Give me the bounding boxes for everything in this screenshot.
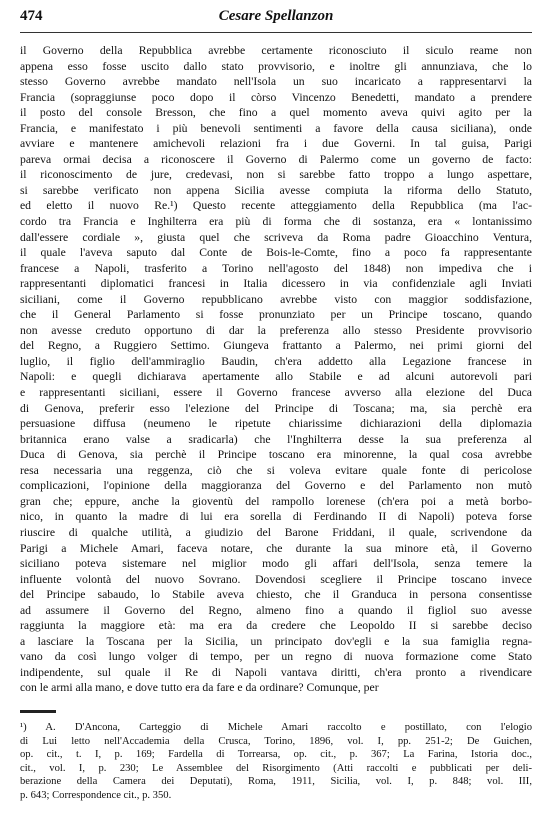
text-line: il posto del console Bresson, che fino a quel momento aveva quivi agito per la [20, 106, 532, 120]
text-line: appena esso fosse uscito dallo stato provvisorio, e inoltre gli annunziava, che lo [20, 59, 532, 73]
text-line: pareva ormai decisa a riconoscere il Governo di Palermo come un governo de facto: [20, 152, 532, 166]
text-line: gran che; eppure, anche la gioventù del rampollo lorenese (ch'era poi a metà borbo- [20, 494, 532, 508]
running-title: Cesare Spellanzon [218, 8, 334, 24]
text-line: che il General Parlamento si fosse pronunziato per un Principe toscano, quando [20, 308, 532, 322]
text-line: del Regno, a Ruggiero Settimo. Giungeva frattanto a Palermo, nei primi giorni del [20, 339, 532, 353]
text-line: non avesse creduto opportuno di dar la preferenza allo stesso Presidente provvisorio [20, 323, 532, 337]
text-line: nico, in quanto la madre di lui era sorella di Ferdinando II di Napoli) poteva forse [20, 510, 532, 524]
footnote-line: di Lui letto nell'Accademia della Crusca, Torino, 1896, vol. I, pp. 251-2; De Guichen, [20, 735, 532, 747]
text-line: ad assumere il Governo del Regno, almeno fino a quando il figliol suo avesse [20, 603, 532, 617]
text-line: del Principe sabaudo, lo Stabile aveva chiesto, che il Granduca in persona consentisse [20, 588, 532, 602]
text-line: si sarebbe verificato non appena Sicilia avesse compiuta la riforma dello Statuto, [20, 183, 532, 197]
text-line: stesso Governo avrebbe mandato nell'Isola un suo incaricato a rappresentarvi la [20, 75, 532, 89]
text-line: indipendente, sul quale il Re di Napoli vantava diritti, ch'era pronto a rivendicare [20, 665, 532, 679]
text-line: Duca di Genova, sia perchè il Principe toscano era minorenne, la qual cosa avrebbe [20, 448, 532, 462]
text-line: il riconoscimento de jure, credevasi, non si sarebbe fatto troppo a lungo aspettare, [20, 168, 532, 182]
footnote-line: p. 643; Correspondence cit., p. 350. [20, 789, 172, 801]
text-line: a lasciare la Toscana per la Sicilia, un principato dov'egli e la sua famiglia regna- [20, 634, 532, 648]
footnote-line: op. cit., t. I, p. 169; Fardella di Torrearsa, op. cit., p. 367; La Farina, Istoria doc., [20, 749, 532, 761]
text-line: riuscire di qualche utilità, a giudizio del Barone Friddani, il quale, scrivendone da [20, 525, 532, 539]
text-line: complicazioni, l'opinione della maggioranza del Governo e del Parlamento non mutò [20, 479, 532, 493]
text-line: francese a Napoli, trasferito a Torino nell'agosto del 1848) non impediva che i [20, 261, 532, 275]
footnote-separator [20, 710, 56, 713]
footnote-line: cit., vol. I, p. 230; Le Assemblee del Risorgimento (Atti raccolti e pubblicati per deli- [20, 762, 532, 774]
text-line: ed eletto il nuovo Re.¹) Questo recente atteggiamento della Repubblica (ma l'ac- [20, 199, 532, 213]
text-line: siciliani, come il Governo repubblicano avrebbe visto con maggior soddisfazione, [20, 292, 532, 306]
text-line: di Genova, preferir esso l'elezione del Principe di Toscana; ma, sia perchè era [20, 401, 532, 415]
text-line: il Governo della Repubblica avrebbe certamente riconosciuto il siculo reame non [20, 44, 532, 57]
text-line: influente volontà del nuovo Sovrano. Dovendosi scegliere il Principe toscano invece [20, 572, 532, 586]
page-number: 474 [20, 8, 43, 24]
footnote [20, 721, 532, 803]
text-line: Francia (sopraggiunse poco dopo il còrso Vincenzo Benedetti, mandato a prendere [20, 90, 532, 104]
text-line: rappresentanti diplomatici francesi in Italia dicessero in via confidenziale agli Inviati [20, 277, 532, 291]
text-line: luglio, il figlio dell'ammiraglio Baudin, ch'era addetto alla Legazione francese in [20, 354, 532, 368]
text-line: cordo tra Francia e Inghilterra era più di forma che di sostanza, era « lontanissimo [20, 215, 532, 229]
text-line: resa necessaria una reggenza, ciò che si voleva evitare quale fonte di pericolose [20, 463, 532, 477]
text-line: persuasione diffusa (neumeno le ripetute chiarissime dichiarazioni della diplomazia [20, 417, 532, 431]
footnote-line: ¹) A. D'Ancona, Carteggio di Michele Amari raccolto e postillato, con l'elogio [20, 721, 532, 733]
page-header [20, 6, 532, 33]
text-line: Napoli: e quegli dichiarava apertamente allo Stabile e ad alcuni autorevoli pari [20, 370, 532, 384]
text-line: siciliano poteva sistemare nel miglior modo gli affari dell'Isola, senza temere la [20, 557, 532, 571]
text-line: raggiunta la maggiore età: ma era da credere che Leopoldo II si sarebbe deciso [20, 619, 532, 633]
text-line: Francia, e manifestato i più benevoli sentimenti a favore della causa siciliana), onde [20, 121, 532, 135]
text-line: con le armi alla mano, e dove tutto era da fare e da ordinare? Comunque, per [20, 681, 379, 695]
text-line: britannica erano valse a sradicarla) che l'Inghilterra desse la sua preferenza al [20, 432, 532, 446]
text-line: avviare e mantenere amichevoli relazioni fra i due Governi. In tal guisa, Parigi [20, 137, 532, 151]
text-line: vano da così lungo volger di tempo, per un regno di nuova formazione come Stato [20, 650, 532, 664]
text-line: il quale l'aveva saputo dal Conte de Bois-le-Comte, fino a poco fa rappresentante [20, 246, 532, 260]
text-line: Parigi a Michele Amari, faceva notare, che durante la sua minore età, il Governo [20, 541, 532, 555]
text-line: dall'essere cordiale », giusta quel che scriveva da Roma padre Gioacchino Ventura, [20, 230, 532, 244]
text-line: e rappresentanti siciliani, essere il Governo francese avverso alla elezione del Duca [20, 386, 532, 400]
body-text [20, 43, 532, 696]
footnote-line: berazione della Camera dei Deputati), Roma, 1911, Sicilia, vol. I, p. 848; vol. III, [20, 776, 532, 788]
